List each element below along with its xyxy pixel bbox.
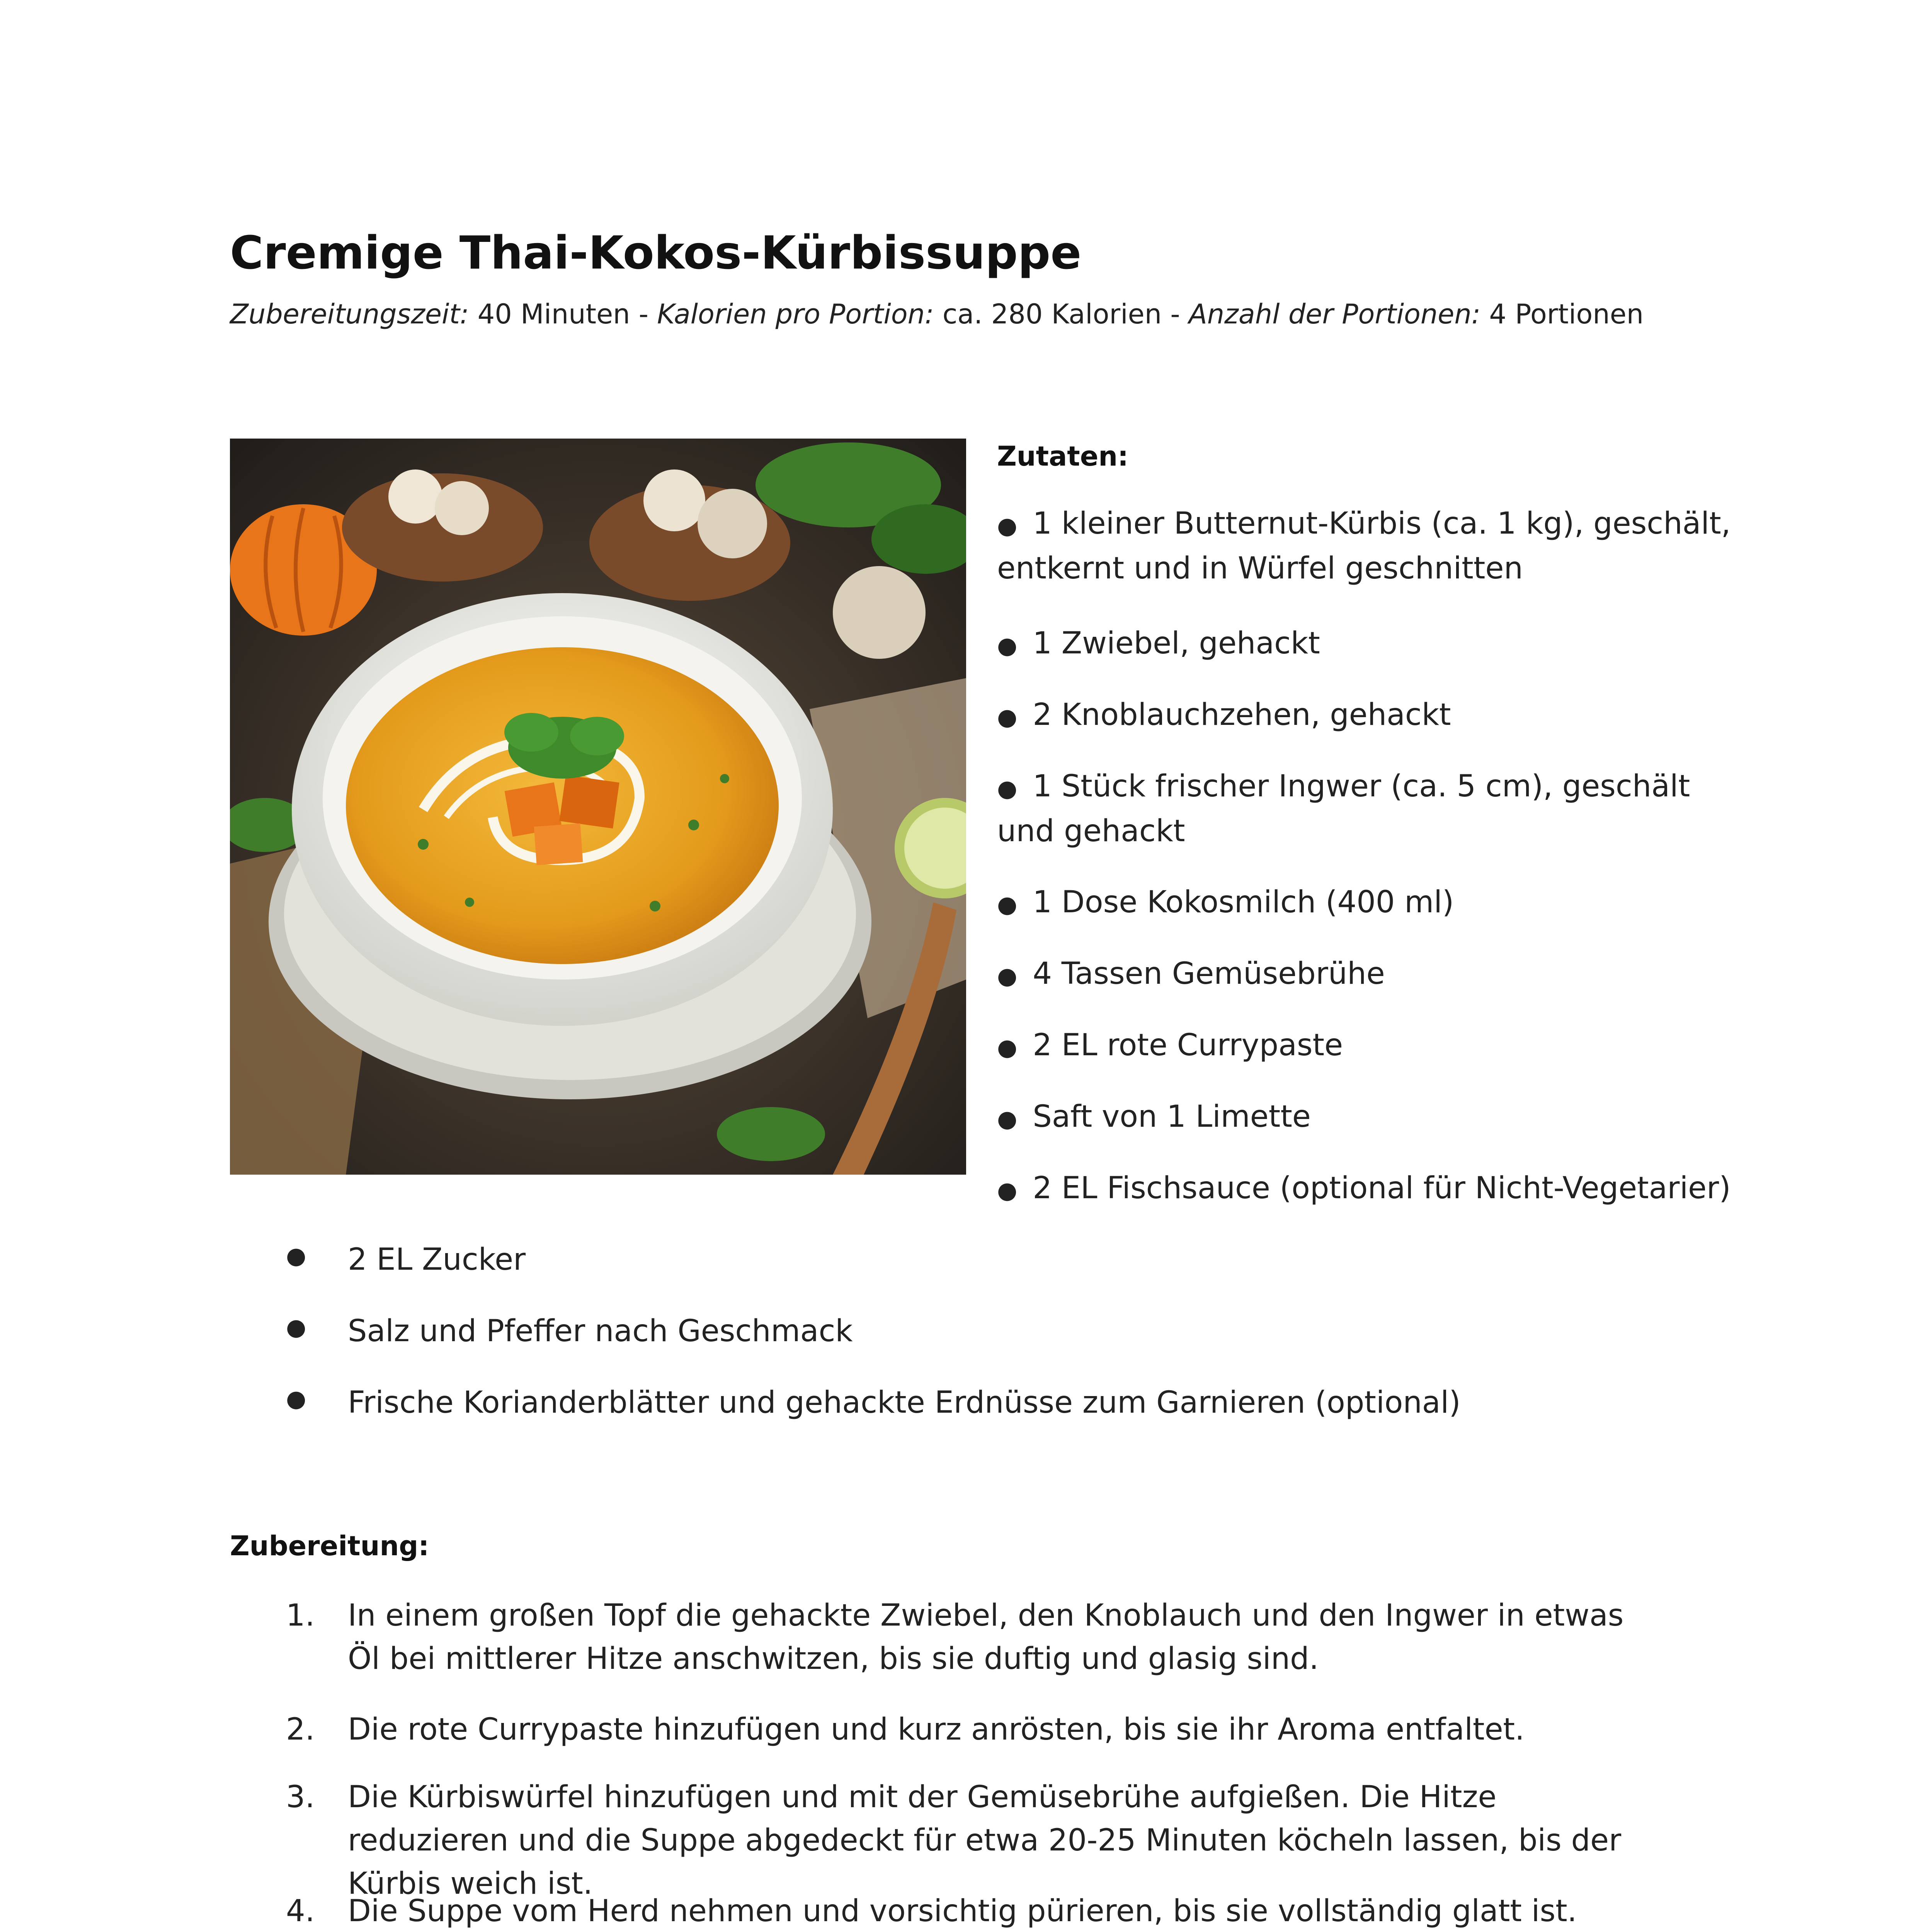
prep-value: 40 Minuten	[477, 298, 630, 330]
meta-separator: -	[630, 298, 657, 330]
bullet-icon: ●	[997, 963, 1018, 990]
calories-value: ca. 280 Kalorien	[942, 298, 1162, 330]
ingredient-item: ● 1 Stück frischer Ingwer (ca. 5 cm), geschält und gehackt	[997, 769, 1690, 849]
ingredient-item: ● 1 kleiner Butternut-Kürbis (ca. 1 kg), geschält, entkernt und in Würfel geschnitten	[997, 506, 1731, 586]
ingredient-item: ● 1 Zwiebel, gehackt	[997, 626, 1320, 661]
bullet-icon: ●	[997, 891, 1018, 918]
meta-separator: -	[1162, 298, 1189, 330]
ingredient-item: ● 1 Dose Kokosmilch (400 ml)	[997, 885, 1454, 920]
ingredient-item: ● 2 EL rote Currypaste	[997, 1028, 1343, 1063]
servings-value: 4 Portionen	[1489, 298, 1644, 330]
bullet-icon: ●	[997, 1034, 1018, 1061]
bullet-icon: ●	[286, 1242, 306, 1269]
ingredients-heading: Zutaten:	[997, 440, 1129, 472]
bullet-icon: ●	[997, 632, 1018, 659]
bullet-icon: ●	[997, 704, 1018, 731]
bullet-icon: ●	[286, 1314, 306, 1341]
soup-bowl-photo	[230, 439, 966, 1175]
bullet-icon: ●	[997, 775, 1018, 802]
bullet-icon: ●	[997, 512, 1018, 539]
servings-label: Anzahl der Portionen:	[1188, 298, 1481, 330]
recipe-title: Cremige Thai-Kokos-Kürbissuppe	[230, 226, 1082, 279]
ingredient-item: ● Saft von 1 Limette	[997, 1099, 1311, 1134]
calories-label: Kalorien pro Portion:	[657, 298, 934, 330]
bullet-icon: ●	[286, 1385, 306, 1412]
preparation-heading: Zubereitung:	[230, 1530, 429, 1562]
bullet-icon: ●	[997, 1105, 1018, 1133]
ingredient-item: ● 4 Tassen Gemüsebrühe	[997, 956, 1385, 991]
recipe-meta	[230, 298, 1644, 330]
ingredient-item: ● 2 EL Fischsauce (optional für Nicht-Vegetarier)	[997, 1171, 1731, 1206]
bullet-icon: ●	[997, 1177, 1018, 1204]
ingredient-item: ● 2 Knoblauchzehen, gehackt	[997, 697, 1451, 732]
prep-label: Zubereitungszeit:	[230, 298, 469, 330]
